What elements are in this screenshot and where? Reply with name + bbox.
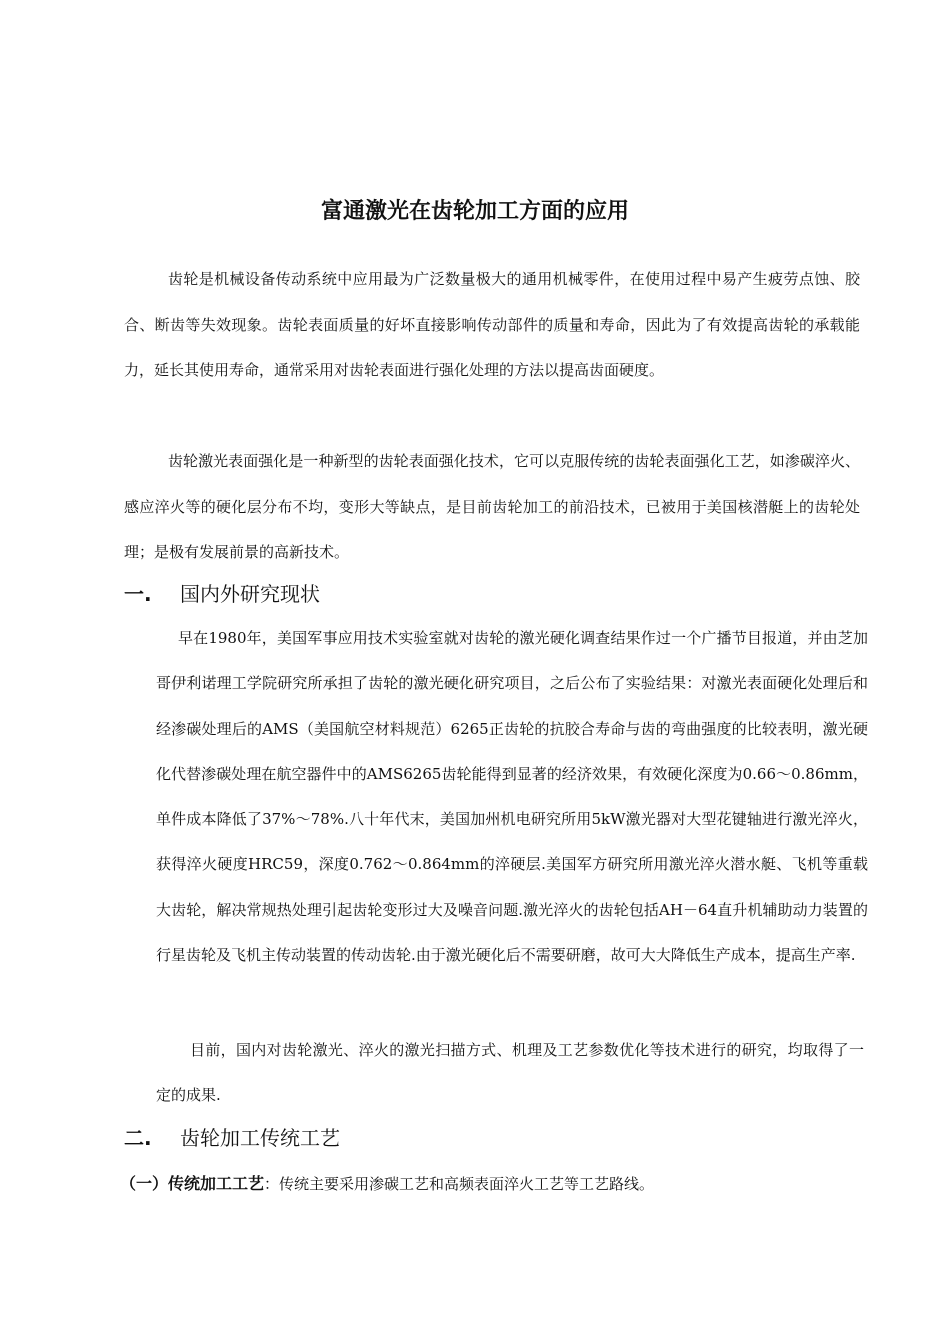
section-2-title: 齿轮加工传统工艺 (180, 1126, 340, 1150)
section-1-number: 一. (124, 582, 152, 606)
subsection-1-label: （一）传统加工工艺 (120, 1174, 265, 1193)
subsection-1-text: ：传统主要采用渗碳工艺和高频表面淬火工艺等工艺路线。 (264, 1175, 655, 1193)
intro-paragraph-2: 齿轮激光表面强化是一种新型的齿轮表面强化技术，它可以克服传统的齿轮表面强化工艺，如渗碳淬火、感应淬火等的硬化层分布不均，变形大等缺点，是目前齿轮加工的前沿技术，已被用于美国核潜艇上的齿轮处理；是极有发展前景的高新技术。 (124, 452, 860, 561)
intro-paragraph-1: 齿轮是机械设备传动系统中应用最为广泛数量极大的通用机械零件，在使用过程中易产生疲劳点蚀、胶合、断齿等失效现象。齿轮表面质量的好坏直接影响传动部件的质量和寿命，因此为了有效提高齿轮的承载能力，延长其使用寿命，通常采用对齿轮表面进行强化处理的方法以提高齿面硬度。 (124, 270, 860, 379)
document-title: 富通激光在齿轮加工方面的应用 (320, 199, 629, 224)
section-2-number: 二. (124, 1126, 152, 1150)
subsection-1-line (120, 1168, 654, 1200)
section-1-paragraph-2: 目前，国内对齿轮激光、淬火的激光扫描方式、机理及工艺参数优化等技术进行的研究，均取得了一定的成果. (156, 1041, 864, 1104)
section-1-title: 国内外研究现状 (180, 582, 320, 606)
section-2-heading (124, 1123, 340, 1153)
section-1-paragraph-1: 早在1980年，美国军事应用技术实验室就对齿轮的激光硬化调查结果作过一个广播节目报道，并由芝加哥伊利诺理工学院研究所承担了齿轮的激光硬化研究项目，之后公布了实验结果：对激光表面硬化处理后和经渗碳处理后的AMS（美国航空材料规范）6265正齿轮的抗胶合寿命与齿的弯曲强度的比较表明，激光硬化代替渗碳处理在航空器件中的AMS6265齿轮能得到显著的经济效果，有效硬化深度为0.66～0.86mm，单件成本降低了37%～78%.八十年代末，美国加州机电研究所用5kW激光器对大型花键轴进行激光淬火，获得淬火硬度HRC59，深度0.762～0.864mm的淬硬层.美国军方研究所用激光淬火潜水艇、飞机等重载大齿轮，解决常规热处理引起齿轮变形过大及噪音问题.激光淬火的齿轮包括AH－64直升机辅助动力装置的行星齿轮及飞机主传动装置的传动齿轮.由于激光硬化后不需要研磨，故可大大降低生产成本，提高生产率. (156, 629, 868, 965)
section-1-heading (124, 579, 320, 609)
